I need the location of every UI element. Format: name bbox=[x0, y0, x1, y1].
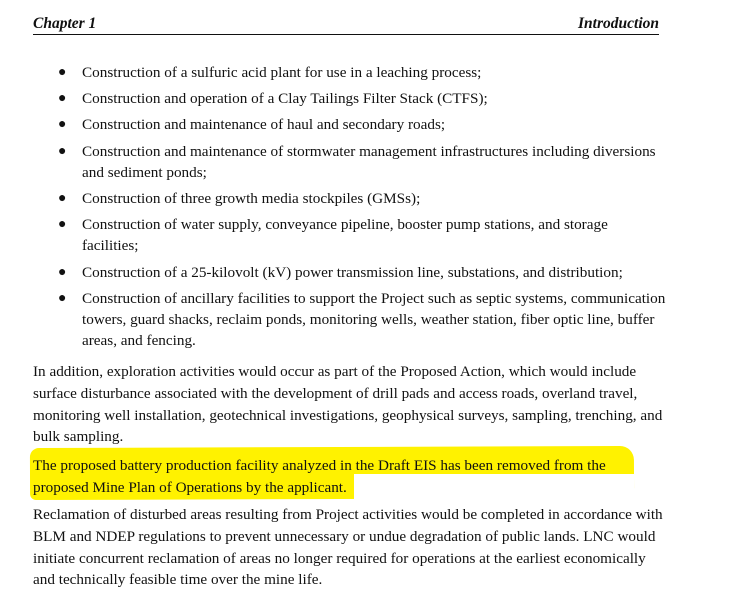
battery-highlighted-paragraph: The proposed battery production facility analyzed in the Draft EIS has been removed from the proposed Mine Plan of Operations by the applicant. bbox=[33, 457, 606, 496]
chapter-label: Chapter 1 bbox=[33, 15, 97, 32]
section-title: Introduction bbox=[578, 15, 659, 32]
list-item-text: Construction of ancillary facilities to support the Project such as septic systems, communication towers, guard shacks, reclaim ponds, monitoring wells, weather station, fiber optic line, buffer areas, and fencing. bbox=[82, 289, 666, 350]
list-item-text: Construction of water supply, conveyance pipeline, booster pump stations, and storage facilities; bbox=[82, 216, 608, 255]
bullet-icon: ● bbox=[58, 117, 67, 133]
bullet-icon: ● bbox=[58, 290, 67, 306]
list-item bbox=[58, 141, 668, 183]
bullet-icon: ● bbox=[58, 65, 67, 80]
list-item-text: Construction of a 25-kilovolt (kV) power transmission line, substations, and distribution; bbox=[82, 263, 623, 281]
construction-list bbox=[58, 62, 668, 356]
list-item bbox=[58, 62, 668, 83]
list-item bbox=[58, 262, 668, 283]
list-item bbox=[58, 214, 668, 256]
list-item-text: Construction and maintenance of haul and secondary roads; bbox=[82, 116, 446, 134]
bullet-icon: ● bbox=[58, 217, 67, 233]
list-item-text: Construction of three growth media stockpiles (GMSs); bbox=[82, 190, 421, 208]
page-header bbox=[33, 12, 659, 35]
list-item bbox=[58, 88, 668, 109]
list-item bbox=[58, 188, 668, 209]
list-item bbox=[58, 288, 668, 352]
bullet-icon: ● bbox=[58, 191, 67, 207]
bullet-icon: ● bbox=[58, 143, 67, 159]
bullet-icon: ● bbox=[58, 91, 67, 107]
bullet-icon: ● bbox=[58, 264, 67, 280]
reclamation-paragraph: Reclamation of disturbed areas resulting from Project activities would be completed in accordance with BLM and NDEP regulations to prevent unnecessary or undue degradation of public lands. LNC would initiate concurrent reclamation of areas no longer required for operations at the earliest economically and technically feasible time over the mine life. bbox=[33, 506, 663, 589]
exploration-paragraph: In addition, exploration activities would occur as part of the Proposed Action, which would include surface disturbance associated with the development of drill pads and access roads, overland travel, monitoring well installation, geotechnical investigations, geophysical surveys, sampling, trenching, and bulk sampling. bbox=[33, 363, 663, 446]
list-item-text: Construction and maintenance of stormwater management infrastructures including diversions and sediment ponds; bbox=[82, 142, 656, 181]
list-item-text: Construction of a sulfuric acid plant for use in a leaching process; bbox=[82, 64, 482, 81]
list-item bbox=[58, 114, 668, 135]
list-item-text: Construction and operation of a Clay Tailings Filter Stack (CTFS); bbox=[82, 90, 488, 108]
